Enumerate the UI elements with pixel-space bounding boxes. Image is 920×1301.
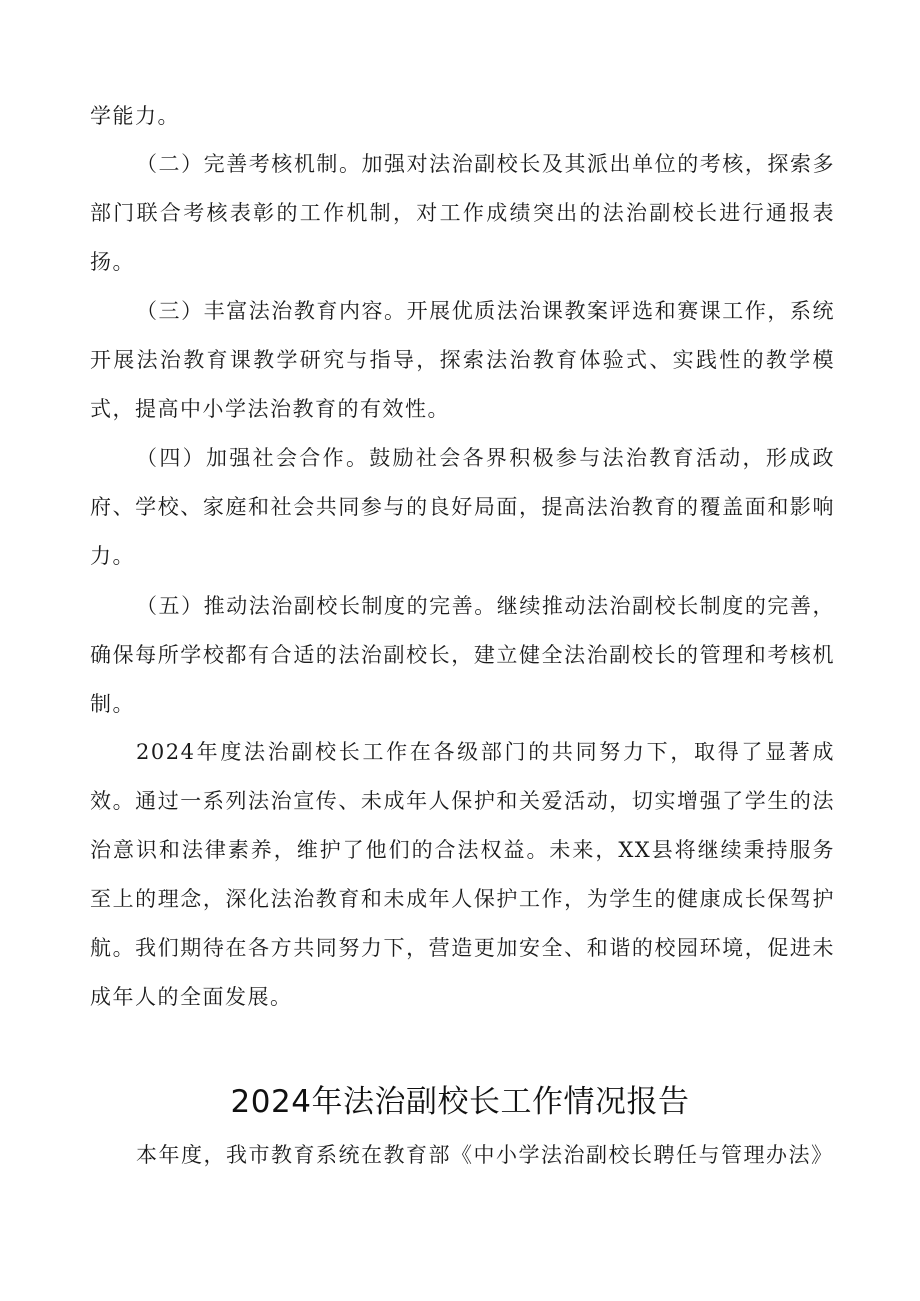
report-title: 2024年法治副校长工作情况报告 bbox=[230, 1084, 690, 1120]
paragraph-system-improvement: （五）推动法治副校长制度的完善。继续推动法治副校长制度的完善，确保每所学校都有合适的法治副校长，建立健全法治副校长的管理和考核机制。 bbox=[90, 594, 835, 716]
paragraph-report-intro: 本年度，我市教育系统在教育部《中小学法治副校长聘任与管理办法》 bbox=[136, 1143, 834, 1167]
paragraph-summary: 2024年度法治副校长工作在各级部门的共同努力下，取得了显著成效。通过一系列法治宣传、未成年人保护和关爱活动，切实增强了学生的法治意识和法律素养，维护了他们的合法权益。未来，XX县将继续秉持服务至上的理念，深化法治教育和未成年人保护工作，为学生的健康成长保驾护航。我们期待在各方共同努力下，营造更加安全、和谐的校园环境，促进未成年人的全面发展。 bbox=[90, 740, 835, 1009]
paragraph-social-cooperation: （四）加强社会合作。鼓励社会各界积极参与法治教育活动，形成政府、学校、家庭和社会共同参与的良好局面，提高法治教育的覆盖面和影响力。 bbox=[90, 446, 835, 568]
paragraph-assessment-mechanism: （二）完善考核机制。加强对法治副校长及其派出单位的考核，探索多部门联合考核表彰的工作机制，对工作成绩突出的法治副校长进行通报表扬。 bbox=[90, 152, 835, 274]
paragraph-education-content: （三）丰富法治教育内容。开展优质法治课教案评选和赛课工作，系统开展法治教育课教学研究与指导，探索法治教育体验式、实践性的教学模式，提高中小学法治教育的有效性。 bbox=[90, 299, 835, 421]
paragraph-continuation: 学能力。 bbox=[90, 104, 180, 128]
